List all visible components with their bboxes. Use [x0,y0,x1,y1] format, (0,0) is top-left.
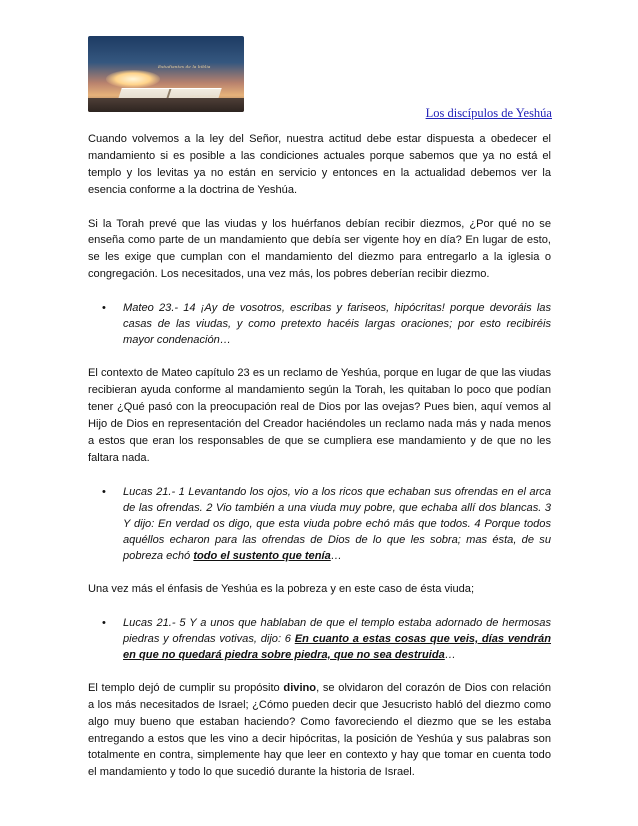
banner-logo-text: Estudiantes de la biblia [158,64,211,69]
bullet-icon: • [102,485,106,498]
quote-ellipsis: … [444,648,456,661]
bullet-icon: • [102,302,106,315]
paragraph-5-start: El templo dejó de cumplir su propósito [88,681,284,694]
header-banner-image [88,36,244,112]
paragraph-2: Si la Torah prevé que las viudas y los huérfanos debían recibir diezmos, ¿Por qué no se enseña como parte de un mandamiento que debía ser vigente hoy en día? En lugar de esto, se les exige que cumplan con el mandamiento del diezmo para entregarlo a la iglesia o congregación. Los necesitados, una vez más, los pobres deberían recibir diezmo. [88,217,551,281]
document-body [88,131,551,798]
quote-text: Lucas 21.- 5 Y a unos que hablaban de que el templo estaba adornado de hermosas piedras y ofrendas votivas, dijo: 6 [123,616,551,645]
paragraph-3: El contexto de Mateo capítulo 23 es un reclamo de Yeshúa, porque en lugar de que las viudas recibieran ayuda conforme al mandamiento según la Torah, les quitaban lo poco que podían tener ¿Qué pasó con la preocupación real de Dios por las ovejas? Pues bien, aquí vemos al Hijo de Dios en representación del Creador haciéndoles un reclamo nada más y nada menos a estos que eran los responsables de que se cumpliera ese mandamiento y de que no les faltara nada. [88,367,551,464]
paragraph-5-bold-word: divino [283,681,317,694]
sunset-glow [106,70,160,88]
landscape-silhouette [88,98,244,112]
document-title-link[interactable]: Los discípulos de Yeshúa [425,106,552,120]
paragraph-1: Cuando volvemos a la ley del Señor, nuestra actitud debe estar dispuesta a obedecer el mandamiento si es posible a las condiciones actuales porque sabemos que ya no está el templo y los levitas ya no están en servicio y entonces en la actualidad debemos ver la esencia conforme a la doctrina de Yeshúa. [88,133,551,196]
banner-logo-subtext: estudiantesbiblia [190,94,217,98]
quote-mateo-23 [88,300,551,348]
quote-lucas-21-1 [88,484,551,564]
paragraph-4: Una vez más el énfasis de Yeshúa es la pobreza y en este caso de ésta viuda; [88,582,475,595]
quote-lucas-21-5 [88,615,551,663]
quote-emphasis: todo el sustento que tenía [193,549,331,562]
quote-emphasis: En cuanto a estas cosas que veis, días vendrán en que no quedará piedra sobre piedra, que no sea destruida [123,632,552,661]
quote-text: Mateo 23.- 14 ¡Ay de vosotros, escribas y fariseos, hipócritas! porque devoráis las casas de las viudas, y como pretexto hacéis largas oraciones; por esto recibiréis mayor condenación… [123,302,551,347]
paragraph-5 [88,680,551,781]
bullet-icon: • [102,616,106,629]
paragraph-5-rest: , se olvidaron del corazón de Dios con relación a los más necesitados de Israel; ¿Cómo pueden decir que Jesucristo habló del diezmo como algo muy bueno que estaban haciendo? Como favoreciendo el diezmo que se les estaba entregando a estos que les vino a decir hipócritas, la posición de Yeshúa y sus palabras son totalmente en contra, simplemente hay que leer en contexto y hay que tomar en cuenta todo el mandamiento y todo lo que sucedió durante la historia de Israel. [88,681,551,779]
quote-ellipsis: … [330,549,342,562]
quote-text: Lucas 21.- 1 Levantando los ojos, vio a los ricos que echaban sus ofrendas en el arca de las ofrendas. 2 Vio también a una viuda muy pobre, que echaba allí dos blancas. 3 Y dijo: En verdad os digo, que esta viuda pobre echó más que todos. 4 Porque todos aquéllos echaron para las ofrendas de Dios de lo que les sobra; mas ésta, de su pobreza echó [123,485,551,562]
